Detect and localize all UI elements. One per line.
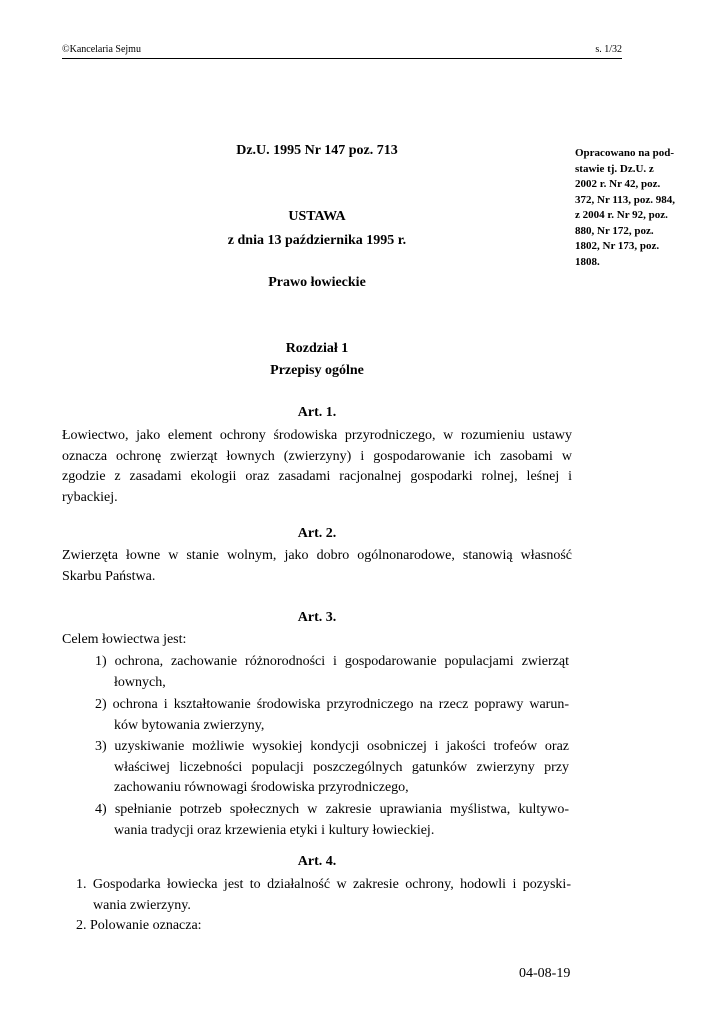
chapter-title: Przepisy ogólne <box>270 363 364 378</box>
side-note-line: Opracowano na pod- <box>575 147 675 159</box>
art3-item-2 <box>95 695 569 736</box>
art3-item-line: 1) ochrona, zachowanie różnorodności i gospodarowanie populacjami zwierząt <box>95 654 569 669</box>
art3-intro <box>62 630 572 651</box>
side-note-line: 880, Nr 172, poz. <box>575 224 654 237</box>
art1-text <box>62 426 572 509</box>
journal-reference: Dz.U. 1995 Nr 147 poz. 713 <box>236 143 398 158</box>
art3-item-4 <box>95 800 569 841</box>
art1-line: oznacza ochronę zwierząt łownych (zwierzyny) i gospodarowanie ich zasobami w <box>62 448 572 464</box>
act-title: Prawo łowieckie <box>268 275 366 290</box>
page-number: s. 1/32 <box>595 44 622 55</box>
art2-text <box>62 546 572 587</box>
art4-item-line: wania zwierzyny. <box>93 897 191 913</box>
page-header <box>62 44 622 59</box>
art2-heading: Art. 2. <box>297 526 337 541</box>
art3-item-line: zachowaniu równowagi środowiska przyrodniczego, <box>114 780 409 796</box>
art4-item-line: 2. Polowanie oznacza: <box>76 918 202 933</box>
art3-item-line: łownych, <box>114 674 166 690</box>
chapter-number: Rozdział 1 <box>285 341 349 356</box>
art1-line: rybackiej. <box>62 490 118 506</box>
side-note-line: 372, Nr 113, poz. 984, <box>575 193 676 206</box>
art3-item-line: 4) spełnianie potrzeb społecznych w zakresie uprawiania myślistwa, kultywo- <box>95 802 569 817</box>
side-note <box>575 146 693 270</box>
side-note-line: 2002 r. Nr 42, poz. <box>575 178 661 190</box>
art3-intro-line: Celem łowiectwa jest: <box>62 632 187 647</box>
art3-item-line: ków bytowania zwierzyny, <box>114 717 265 733</box>
act-type: USTAWA <box>288 209 346 224</box>
art4-item-1 <box>76 875 571 916</box>
art3-item-line: 3) uzyskiwanie możliwie wysokiej kondycji osobniczej i jakości trofeów oraz <box>95 739 569 754</box>
art3-item-3 <box>95 737 569 799</box>
art1-heading: Art. 1. <box>297 405 337 420</box>
side-note-line: z 2004 r. Nr 92, poz. <box>575 209 668 221</box>
art3-item-line: właściwej liczebności populacji poszczególnych gatunków zwierzyny przy <box>114 759 569 775</box>
side-note-line: stawie tj. Dz.U. z <box>575 162 654 175</box>
art3-item-line: 2) ochrona i kształtowanie środowiska przyrodniczego na rzecz poprawy warun- <box>95 697 569 712</box>
art3-item-line: wania tradycji oraz krzewienia etyki i kultury łowieckiej. <box>114 822 435 838</box>
art4-item-line: 1. Gospodarka łowiecka jest to działalność w zakresie ochrony, hodowli i pozyski- <box>76 877 571 892</box>
art3-heading: Art. 3. <box>297 610 337 625</box>
art2-line: Zwierzęta łowne w stanie wolnym, jako dobro ogólnonarodowe, stanowią własność <box>62 548 572 563</box>
art1-line: zgodzie z zasadami ekologii oraz zasadami racjonalnej gospodarki rolnej, leśnej i <box>62 469 572 485</box>
act-date: z dnia 13 października 1995 r. <box>227 233 407 248</box>
art3-item-1 <box>95 652 569 693</box>
publisher-label: ©Kancelaria Sejmu <box>62 44 141 55</box>
art4-heading: Art. 4. <box>297 854 337 869</box>
art4-item-2 <box>76 916 571 937</box>
art2-line: Skarbu Państwa. <box>62 568 156 584</box>
footer-date: 04-08-19 <box>519 966 571 981</box>
art1-line: Łowiectwo, jako element ochrony środowiska przyrodniczego, w rozumieniu ustawy <box>62 428 572 443</box>
side-note-line: 1802, Nr 173, poz. <box>575 240 660 252</box>
side-note-line: 1808. <box>575 255 600 268</box>
